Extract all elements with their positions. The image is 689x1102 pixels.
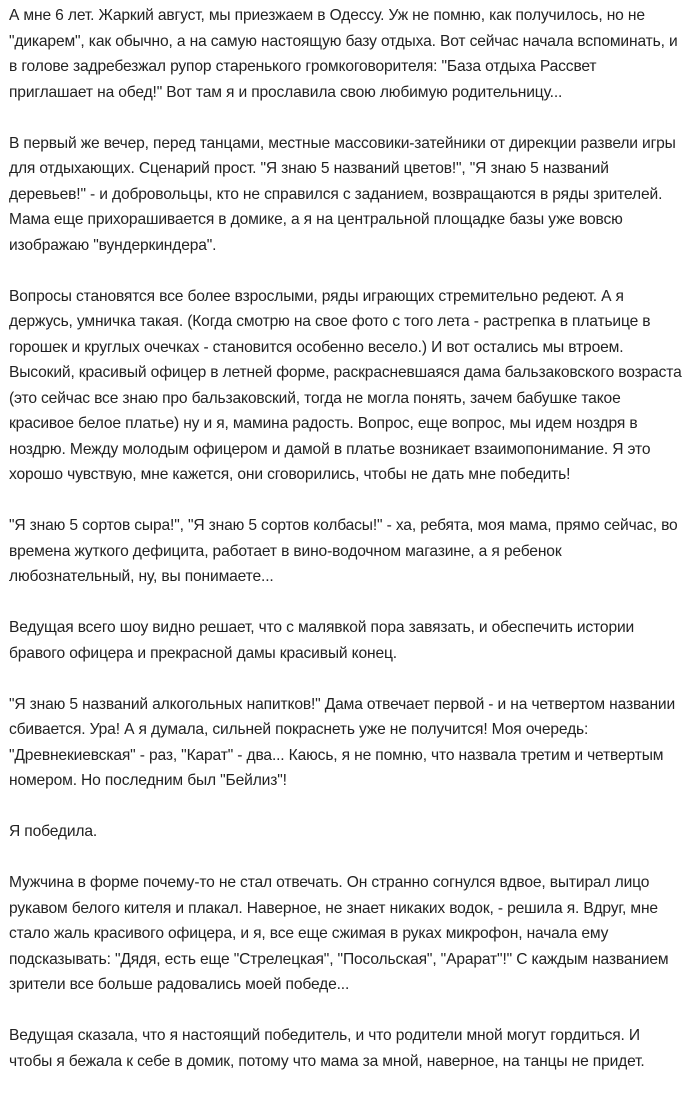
- paragraph-5: Ведущая всего шоу видно решает, что с малявкой пора завязать, и обеспечить истории бравого офицера и прекрасной дамы красивый конец.: [9, 619, 635, 662]
- paragraph-3: Вопросы становятся все более взрослыми, ряды играющих стремительно редеют. А я держусь, умничка такая. (Когда смотрю на свое фото с того лета - растрепка в платьице в горошек и круглых очечках - становится особенно весело.) И вот остались мы втроем. Высокий, красивый офицер в летней форме, раскрасневшаяся дама бальзаковского возраста (это сейчас все знаю про бальзаковский, тогда не могла понять, зачем бабушке такое красивое белое платье) ну и я, мамина радость. Вопрос, еще вопрос, мы идем ноздря в ноздрю. Между молодым офицером и дамой в платье возникает взаимопонимание. Я это хорошо чувствую, мне кажется, они сговорились, чтобы не дать мне победить!: [9, 287, 682, 483]
- paragraph-4: "Я знаю 5 сортов сыра!", "Я знаю 5 сортов колбасы!" - ха, ребята, моя мама, прямо сейчас, во времена жуткого дефицита, работает в вино-водочном магазине, а я ребенок любознательный, ну, вы понимаете...: [9, 517, 678, 585]
- paragraph-6: "Я знаю 5 названий алкогольных напитков!" Дама отвечает первой - и на четвертом названии сбивается. Ура! А я думала, сильней покраснеть уже не получится! Моя очередь: "Древнекиевская" - раз, "Карат" - два... Каюсь, я не помню, что назвала третим и четвертым номером. Но последним был "Бейлиз"!: [9, 695, 676, 789]
- paragraph-8: Мужчина в форме почему-то не стал отвечать. Он странно согнулся вдвое, вытирал лицо рукавом белого кителя и плакал. Наверное, не знает никаких водок, - решила я. Вдруг, мне стало жаль красивого офицера, и я, все еще сжимая в руках микрофон, начала ему подсказывать: "Дядя, есть еще "Стрелецкая", "Посольская", "Арарат"!" С каждым названием зрители все больше радовались моей победе...: [9, 874, 669, 993]
- paragraph-2: В первый же вечер, перед танцами, местные массовики-затейники от дирекции развели игры для отдыхающих. Сценарий прост. "Я знаю 5 названий цветов!", "Я знаю 5 названий деревьев!" - и добровольцы, кто не справился с заданием, возвращаются в ряды зрителей. Мама еще прихорашивается в домике, а я на центральной площадке базы уже вовсю изображаю "вундеркиндера".: [9, 134, 676, 254]
- paragraph-7: Я победила.: [9, 823, 98, 840]
- paragraph-9: Ведущая сказала, что я настоящий победитель, и что родители мной могут гордиться. И чтобы я бежала к себе в домик, потому что мама за мной, наверное, на танцы не придет.: [9, 1027, 645, 1070]
- paragraph-1: А мне 6 лет. Жаркий август, мы приезжаем в Одессу. Уж не помню, как получилось, но не "дикарем", как обычно, а на самую настоящую базу отдыха. Вот сейчас начала вспоминать, и в голове задребезжал рупор старенького громкоговорителя: "База отдыха Рассвет приглашает на обед!" Вот там я и прославила свою любимую родительницу...: [9, 7, 678, 101]
